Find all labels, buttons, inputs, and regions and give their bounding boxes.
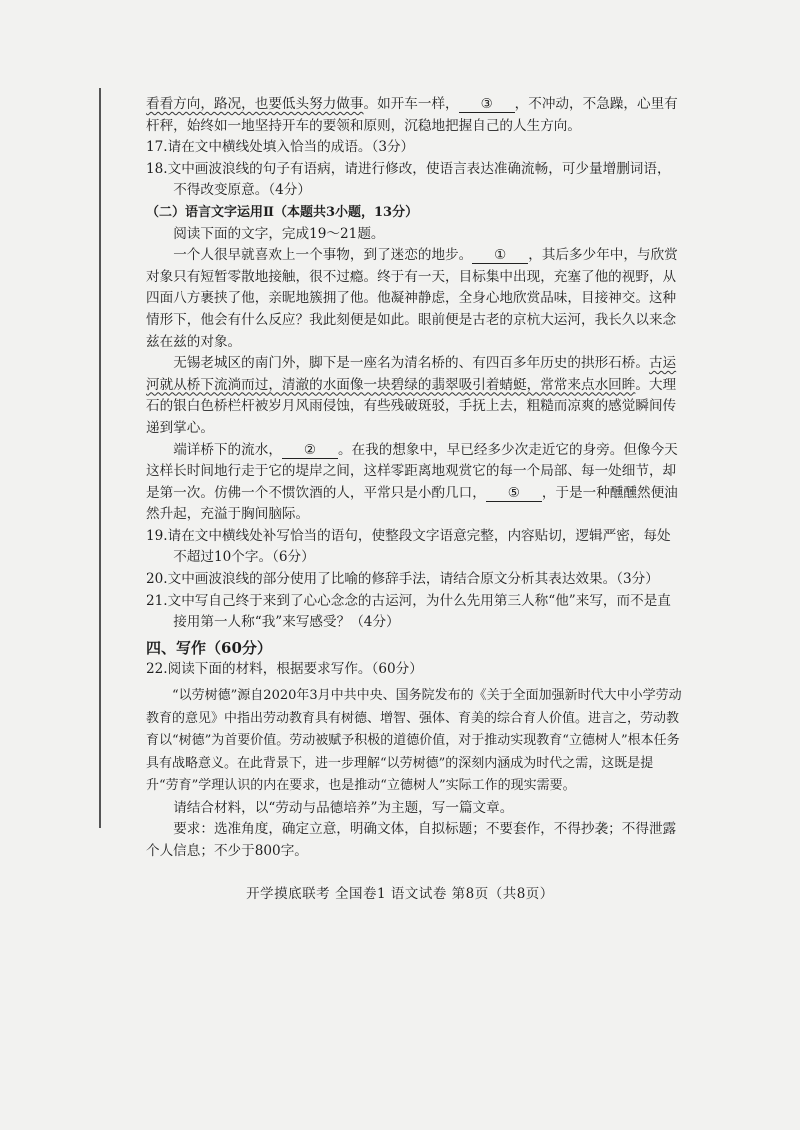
passage-paragraph-2: 无锡老城区的南门外，脚下是一座名为清名桥的、有四百多年历史的拱形石桥。古运河就从桥下流淌而过，清澈的水面像一块碧绿的翡翠吸引着蜻蜓，常常来点水回眸。大理石的银白色桥栏杆被岁月风雨侵蚀，有些残破斑驳，手抚上去，粗糙而凉爽的感觉瞬间传递到掌心。 xyxy=(146,355,677,436)
writing-material: “以劳树德”源自2020年3月中共中央、国务院发布的《关于全面加强新时代大中小学劳动教育的意见》中指出劳动教育具有树德、增智、强体、育美的综合育人价值。进言之，劳动教育以“树德”为首要价值。劳动被赋予积极的道德价值，对于推动实现教育“立德树人”根本任务具有战略意义。在此背景下，进一步理解“以劳树德”的深刻内涵成为时代之需，这既是提升“劳育”学理认识的内在要求，也是推动“立德树人”实际工作的现实需要。 xyxy=(146,688,682,794)
writing-task: 请结合材料，以“劳动与品德培养”为主题，写一篇文章。 xyxy=(173,799,514,816)
question-18: 18.文中画波浪线的句子有语病，请进行修改，使语言表达准确流畅，可少量增删词语，不得改变原意。（4分） xyxy=(146,160,671,199)
writing-requirements: 要求：选准角度，确定立意，明确文体，自拟标题；不要套作，不得抄袭；不得泄露个人信息；不少于800字。 xyxy=(146,821,677,859)
question-21: 21.文中写自己终于来到了心心念念的古运河，为什么先用第三人称“他”来写，而不是直接用第一人称“我”来写感受？（4分） xyxy=(146,592,671,631)
blank-2: ② xyxy=(282,442,338,459)
blank-3: ③ xyxy=(459,96,515,113)
blank-5: ⑤ xyxy=(486,485,542,502)
question-19: 19.请在文中横线处补写恰当的语句，使整段文字语意完整，内容贴切，逻辑严密，每处不超过10个字。（6分） xyxy=(146,527,671,566)
question-20: 20.文中画波浪线的部分使用了比喻的修辞手法，请结合原文分析其表达效果。（3分） xyxy=(146,571,659,588)
carryover-paragraph: 看看方向，路况，也要低头努力做事。如开车一样， ③ ，不冲动，不急躁，心里有杆秤，始终如一地坚持开车的要领和原则，沉稳地把握自己的人生方向。 xyxy=(146,96,678,134)
passage-paragraph-1: 一个人很早就喜欢上一个事物，到了迷恋的地步。 ① ，其后多少年中，与欣赏对象只有短暂零散地接触，很不过瘾。终于有一天，目标集中出现，充塞了他的视野，从四面八方裹挟了他，亲昵地簇拥了他。他凝神静虑，全身心地欣赏品味，目接神交。这种情形下，他会有什么反应？我此刻便是如此。眼前便是古老的京杭大运河，我长久以来念兹在兹的对象。 xyxy=(146,247,678,350)
reading-intro: 阅读下面的文字，完成19～21题。 xyxy=(173,225,385,242)
section-heading-writing: 四、写作（60分） xyxy=(146,638,272,657)
exam-content xyxy=(146,94,682,862)
question-17: 17.请在文中横线处填入恰当的成语。（3分） xyxy=(146,139,415,156)
question-22: 22.阅读下面的材料，根据要求写作。（60分） xyxy=(146,661,423,678)
blank-1: ① xyxy=(472,247,528,264)
section-heading-part2: （二）语言文字运用Ⅱ（本题共3小题，13分） xyxy=(146,204,419,220)
page-footer: 开学摸底联考 全国卷1 语文试卷 第8页（共8页） xyxy=(246,886,554,902)
passage-paragraph-3: 端详桥下的流水， ② 。在我的想象中，早已经多少次走近它的身旁。但像今天这样长时间地行走于它的堤岸之间，这样零距离地观赏它的每一个局部、每一处细节，却是第一次。仿佛一个不惯饮酒的人，平常只是小酌几口， ⑤ ，于是一种醺醺然便油然升起，充溢于胸间脑际。 xyxy=(146,441,678,523)
binding-margin-line xyxy=(99,88,101,828)
wavy-metaphor-sentence: 古运河就从桥下流淌而过，清澈的水面像一块碧绿的翡翠吸引着蜻蜓，常常来点水回眸 xyxy=(146,355,677,393)
wavy-sentence-top: 看看方向，路况，也要低头努力做事 xyxy=(146,96,364,112)
